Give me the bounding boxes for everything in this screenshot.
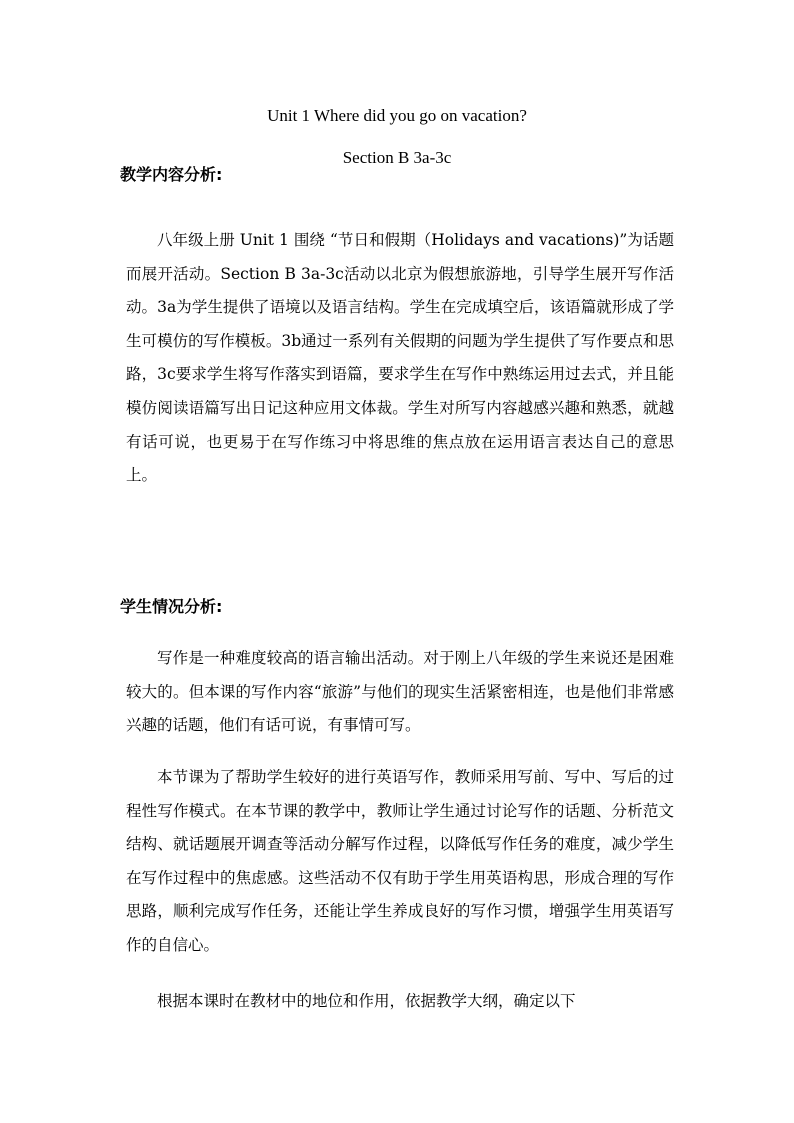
paragraph-student-analysis-2: 本节课为了帮助学生较好的进行英语写作，教师采用写前、写中、写后的过程性写作模式。在本节课的教学中，教师让学生通过讨论写作的话题、分析范文结构、就话题展开调查等活动分解写作过程，以降低写作任务的难度，减少学生在写作过程中的焦虑感。这些活动不仅有助于学生用英语构思，形成合理的写作思路，顺利完成写作任务，还能让学生养成良好的写作习惯，增强学生用英语写作的自信心。 [126, 768, 674, 954]
section-heading-student-analysis: 学生情况分析: [120, 597, 223, 616]
paragraph-content-analysis: 八年级上册 Unit 1 围绕 “节日和假期（Holidays and vacations)”为话题而展开活动。Section B 3a-3c活动以北京为假想旅游地，引导学生展开写作活动。3a为学生提供了语境以及语言结构。学生在完成填空后，该语篇就形成了学生可模仿的写作模板。3b通过一系列有关假期的问题为学生提供了写作要点和思路，3c要求学生将写作落实到语篇，要求学生在写作中熟练运用过去式，并且能模仿阅读语篇写出日记这种应用文体裁。学生对所写内容越感兴趣和熟悉，就越有话可说，也更易于在写作练习中将思维的焦点放在运用语言表达自己的意思上。 [126, 231, 674, 485]
document-subtitle: Section B 3a-3c [342, 148, 452, 167]
document-title: Unit 1 Where did you go on vacation? [267, 106, 527, 125]
paragraph-student-analysis-3: 根据本课时在教材中的地位和作用，依据教学大纲，确定以下 [157, 992, 576, 1010]
paragraph-student-analysis-1: 写作是一种难度较高的语言输出活动。对于刚上八年级的学生来说还是困难较大的。但本课的写作内容“旅游”与他们的现实生活紧密相连，也是他们非常感兴趣的话题，他们有话可说，有事情可写。 [126, 649, 674, 735]
section-heading-content-analysis: 教学内容分析: [120, 165, 223, 184]
